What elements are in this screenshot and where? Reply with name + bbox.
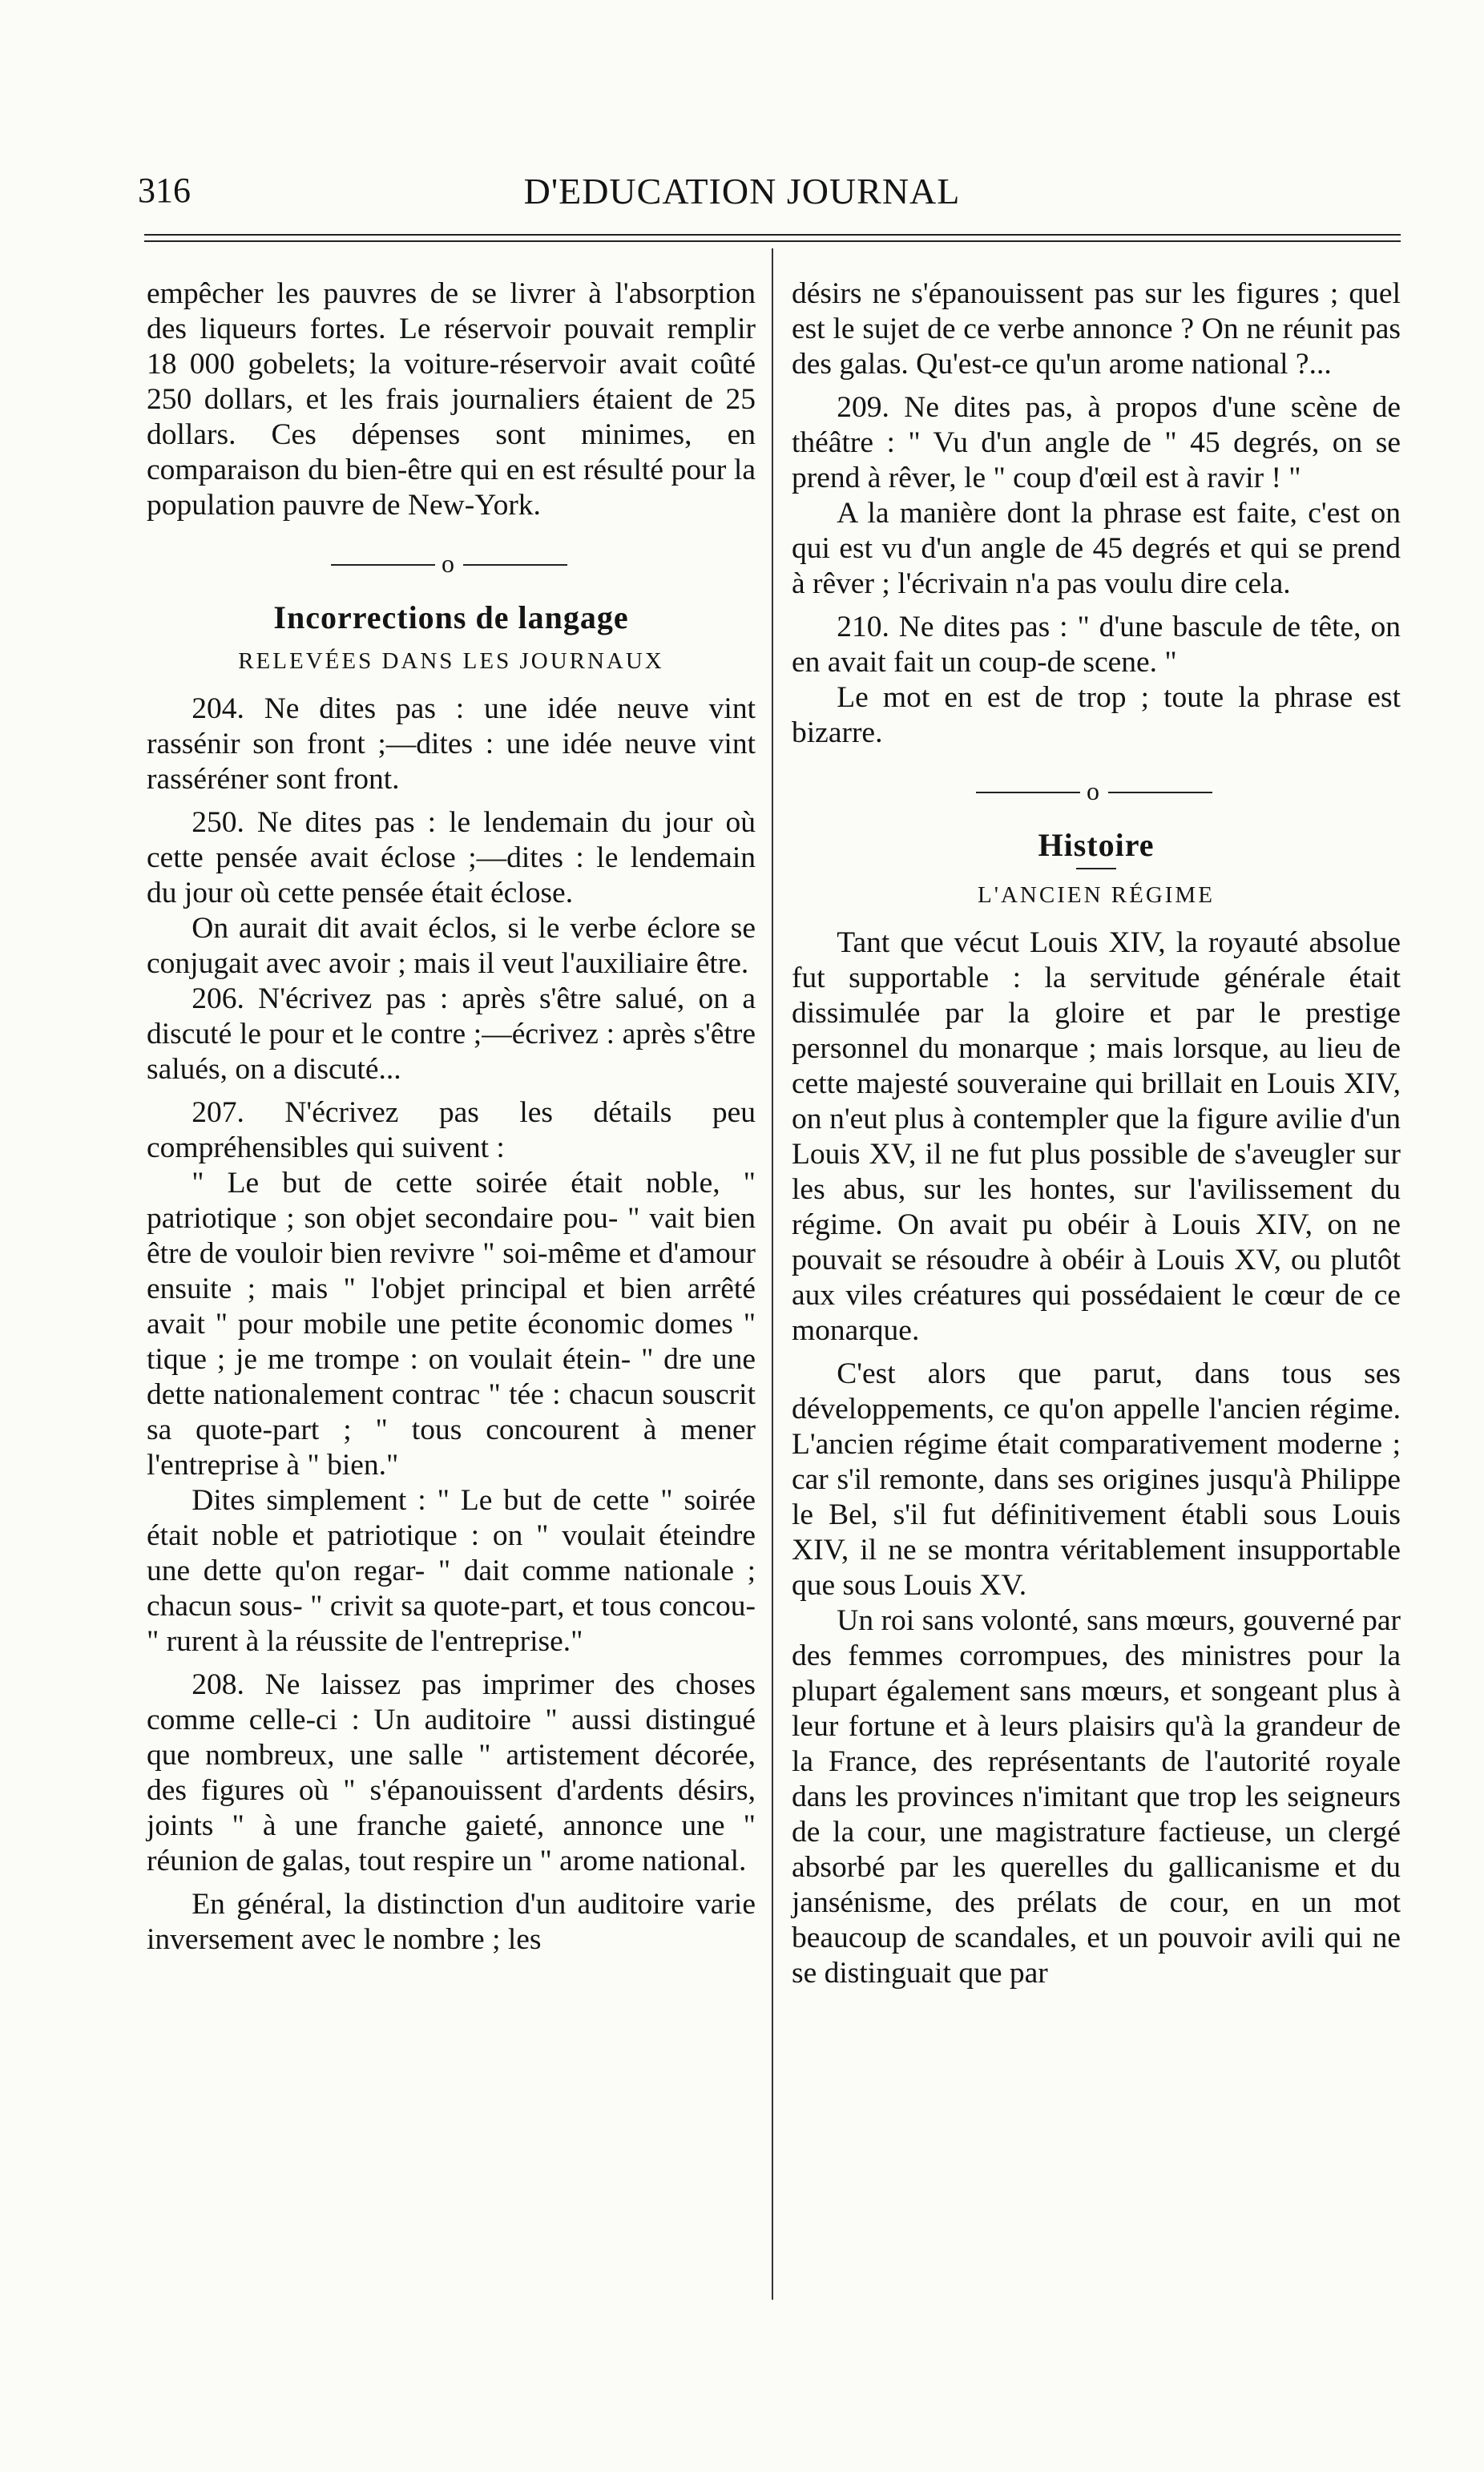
section-ornament [792,773,1401,809]
paragraph: 207. N'écrivez pas les détails peu compréhensibles qui suivent : [147,1096,756,1164]
paragraph: 250. Ne dites pas : le lendemain du jour où cette pensée avait éclose ;—dites : le lendemain du jour où cette pensée était éclose. [147,806,756,909]
ornament-line [1108,792,1212,793]
quotation: " Le but de cette soirée était noble, " patriotique ; son objet secondaire pou- " vait bien être de vouloir bien revivre " soi-même et d'amour ensuite ; mais " l'objet principal et bien arrêté avait " pour mobile une petite économic domes " tique ; je me trompe : on voulait étein- " dre une dette nationalement contrac " tée : chacun souscrit sa quote-part ; " tous concourent à mener l'entreprise à " bien." [147,1167,756,1482]
ornament-letter: o [1087,776,1099,805]
paragraph: Le mot en est de trop ; toute la phrase est bizarre. [792,681,1401,749]
running-title: D'EDUCATION JOURNAL [523,171,961,212]
paragraph: Un roi sans volonté, sans mœurs, gouverné par des femmes corrompues, des ministres pour la plupart également sans mœurs, et songeant plus à leur fortune et à leurs plaisirs qu'à la grandeur de la France, des représentants de l'autorité royale dans les provinces n'imitant que trop les seigneurs de la cour, une magistrature factieuse, un clergé absorbé par les querelles du gallicanisme et du jansénisme, des prélats de cour, en un mot beaucoup de scandales, et un pouvoir avili qui ne se distinguait que par [792,1604,1401,1990]
paragraph: 204. Ne dites pas : une idée neuve vint rassénir son front ;—dites : une idée neuve vint rasséréner sont front. [147,692,756,796]
paragraph: Dites simplement : " Le but de cette " soirée était noble et patriotique : on " voulait éteindre une dette qu'on regar- " dait comme nationale ; chacun sous- " crivit sa quote-part, et tous concou- " rurent à la réussite de l'entreprise." [147,1484,756,1658]
paragraph: Tant que vécut Louis XIV, la royauté absolue fut supportable : la servitude générale était dissimulée par la gloire et par le prestige personnel du monarque ; mais lorsque, au lieu de cette majesté souveraine qui brillait en Louis XIV, on n'eut plus à contempler que la figure avilie d'un Louis XV, il ne fut plus possible de s'aveugler sur les abus, sur les hontes, sur l'avilissement du régime. On avait pu obéir à Louis XIV, on ne pouvait se résoudre à obéir à Louis XV, ou plutôt aux viles créatures qui possédaient le cœur de ce monarque. [792,926,1401,1347]
ornament-letter: o [442,549,454,578]
column-divider [772,248,773,2300]
right-column [792,276,1401,1991]
header-rule [144,234,1401,236]
paragraph: C'est alors que parut, dans tous ses développements, ce qu'on appelle l'ancien régime. L'ancien régime était comparativement moderne ; car s'il remonte, dans ses origines jusqu'à Philippe le Bel, s'il fut définitivement établi sous Louis XIV, il ne se montra véritablement insupportable que sous Louis XV. [792,1357,1401,1602]
paragraph: 210. Ne dites pas : " d'une bascule de tête, on en avait fait un coup-de scene. " [792,611,1401,679]
header-rule [144,240,1401,242]
section-rule [1076,868,1116,869]
paragraph: 206. N'écrivez pas : après s'être salué, on a discuté le pour et le contre ;—écrivez : après s'être salués, on a discuté... [147,982,756,1086]
paragraph: On aurait dit avait éclos, si le verbe éclore se conjugait avec avoir ; mais il veut l'auxiliaire être. [147,912,756,980]
paragraph: En général, la distinction d'un auditoire varie inversement avec le nombre ; les [147,1888,756,1956]
ornament-line [463,564,567,566]
ornament-line [331,564,435,566]
section-title: Histoire [1038,827,1155,863]
section-ornament [147,546,756,581]
page-number: 316 [138,171,191,210]
paragraph: 208. Ne laissez pas imprimer des choses comme celle-ci : Un auditoire " aussi distingué que nombreux, une salle " artistement décorée, des figures où " s'épanouissent d'ardents désirs, joints " à une franche gaieté, annonce une " réunion de galas, tout respire un " arome national. [147,1668,756,1877]
paragraph: empêcher les pauvres de se livrer à l'absorption des liqueurs fortes. Le réservoir pouvait remplir 18 000 gobelets; la voiture-réservoir avait coûté 250 dollars, et les frais journaliers étaient de 25 dollars. Ces dépenses sont minimes, en comparaison du bien-être qui en est résulté pour la population pauvre de New-York. [147,277,756,522]
paragraph: désirs ne s'épanouissent pas sur les figures ; quel est le sujet de ce verbe annonce ? On ne réunit pas des galas. Qu'est-ce qu'un arome national ?... [792,277,1401,381]
section-subtitle: L'ANCIEN RÉGIME [978,882,1215,908]
section-subtitle: RELEVÉES DANS LES JOURNAUX [238,648,664,674]
paragraph: A la manière dont la phrase est faite, c'est on qui est vu d'un angle de 45 degrés et qui se prend à rêver ; l'écrivain n'a pas voulu dire cela. [792,497,1401,600]
left-column [147,276,756,1958]
paragraph: 209. Ne dites pas, à propos d'une scène de théâtre : " Vu d'un angle de " 45 degrés, on se prend à rêver, le " coup d'œil est à ravir ! " [792,391,1401,494]
section-title: Incorrections de langage [273,599,629,635]
ornament-line [976,792,1080,793]
